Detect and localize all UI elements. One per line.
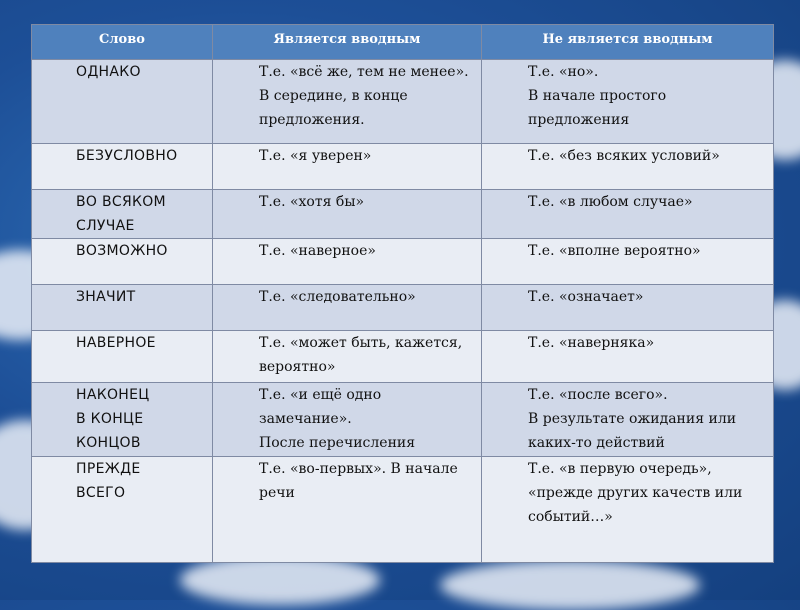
- intro-cell-line: Т.е. «всё же, тем не менее».: [259, 64, 469, 80]
- word-cell-line: В КОНЦЕ: [76, 411, 144, 427]
- intro-cell: [213, 457, 482, 563]
- word-cell-line: НАКОНЕЦ: [76, 387, 150, 403]
- intro-cell: [213, 190, 482, 239]
- word-cell: [32, 190, 213, 239]
- header-not-intro: Не является вводным: [482, 25, 774, 60]
- not-intro-cell-line: В начале простого: [528, 88, 667, 104]
- word-cell-line: СЛУЧАЕ: [76, 218, 135, 234]
- word-cell-line: ОДНАКО: [76, 64, 141, 80]
- not-intro-cell: [482, 383, 774, 457]
- table-row: [32, 285, 774, 331]
- intro-cell-line: Т.е. «может быть, кажется,: [259, 335, 463, 351]
- not-intro-cell-line: предложения: [528, 112, 630, 128]
- not-intro-cell: [482, 144, 774, 190]
- intro-cell: [213, 285, 482, 331]
- table-row: [32, 144, 774, 190]
- not-intro-cell-line: каких-то действий: [528, 435, 665, 451]
- word-cell-line: БЕЗУСЛОВНО: [76, 148, 178, 164]
- intro-cell: [213, 60, 482, 144]
- intro-cell-line: Т.е. «я уверен»: [259, 148, 372, 164]
- header-intro: Является вводным: [213, 25, 482, 60]
- not-intro-cell-line: Т.е. «в первую очередь»,: [528, 461, 712, 477]
- not-intro-cell: [482, 60, 774, 144]
- table-body: [32, 60, 774, 563]
- word-cell-line: ПРЕЖДЕ: [76, 461, 141, 477]
- table-row: [32, 239, 774, 285]
- word-cell: [32, 239, 213, 285]
- intro-cell-line: Т.е. «следовательно»: [259, 289, 416, 305]
- not-intro-cell: [482, 331, 774, 383]
- table-row: [32, 60, 774, 144]
- not-intro-cell-line: Т.е. «но».: [528, 64, 599, 80]
- word-cell-line: КОНЦОВ: [76, 435, 141, 451]
- not-intro-cell-line: Т.е. «в любом случае»: [528, 194, 693, 210]
- word-cell-line: НАВЕРНОЕ: [76, 335, 156, 351]
- word-cell: [32, 383, 213, 457]
- not-intro-cell-line: Т.е. «без всяких условий»: [528, 148, 720, 164]
- table-row: [32, 457, 774, 563]
- intro-cell-line: вероятно»: [259, 359, 336, 375]
- introductory-words-table: [31, 24, 774, 563]
- not-intro-cell-line: Т.е. «после всего».: [528, 387, 668, 403]
- table-row: [32, 383, 774, 457]
- not-intro-cell-line: Т.е. «вполне вероятно»: [528, 243, 701, 259]
- word-cell-line: ЗНАЧИТ: [76, 289, 136, 305]
- intro-cell-line: Т.е. «хотя бы»: [259, 194, 365, 210]
- not-intro-cell: [482, 285, 774, 331]
- word-cell: [32, 144, 213, 190]
- table-row: [32, 190, 774, 239]
- header-row: [32, 25, 774, 60]
- not-intro-cell: [482, 457, 774, 563]
- word-cell-line: ВОЗМОЖНО: [76, 243, 168, 259]
- word-cell: [32, 60, 213, 144]
- intro-cell: [213, 144, 482, 190]
- word-cell-line: ВСЕГО: [76, 485, 126, 501]
- cloud-decoration: [440, 560, 700, 610]
- not-intro-cell-line: «прежде других качеств или: [528, 485, 743, 501]
- not-intro-cell: [482, 190, 774, 239]
- table-row: [32, 331, 774, 383]
- intro-cell: [213, 239, 482, 285]
- header-word: Слово: [32, 25, 213, 60]
- intro-cell: [213, 331, 482, 383]
- intro-cell-line: Т.е. «наверное»: [259, 243, 376, 259]
- word-cell: [32, 457, 213, 563]
- not-intro-cell: [482, 239, 774, 285]
- word-cell: [32, 285, 213, 331]
- not-intro-cell-line: В результате ожидания или: [528, 411, 737, 427]
- intro-cell-line: Т.е. «и ещё одно замечание».: [259, 387, 382, 427]
- intro-cell-line: В середине, в конце: [259, 88, 408, 104]
- not-intro-cell-line: событий…»: [528, 509, 613, 525]
- intro-cell-line: Т.е. «во-первых». В начале: [259, 461, 458, 477]
- word-cell: [32, 331, 213, 383]
- word-cell-line: ВО ВСЯКОМ: [76, 194, 166, 210]
- intro-cell-line: предложения.: [259, 112, 365, 128]
- not-intro-cell-line: Т.е. «наверняка»: [528, 335, 655, 351]
- not-intro-cell-line: Т.е. «означает»: [528, 289, 644, 305]
- intro-cell-line: После перечисления: [259, 435, 416, 451]
- intro-cell-line: речи: [259, 485, 295, 501]
- intro-cell: [213, 383, 482, 457]
